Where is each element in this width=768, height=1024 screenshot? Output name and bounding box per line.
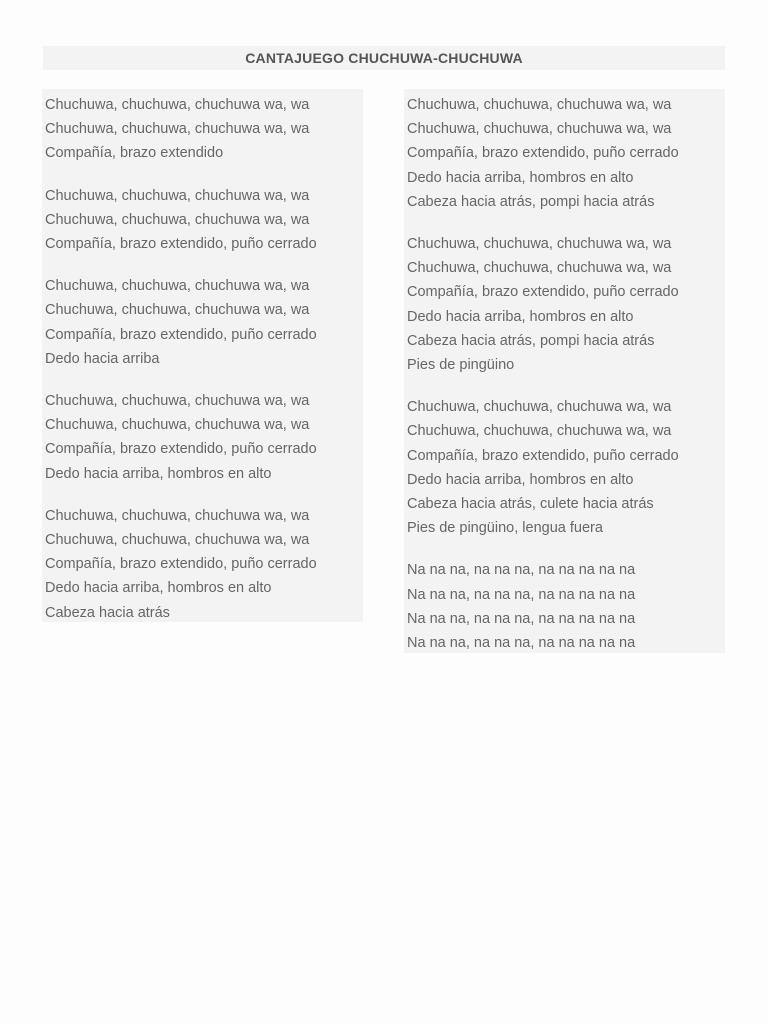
lyric-line: Chuchuwa, chuchuwa, chuchuwa wa, wa [45,302,310,319]
lyric-line: Compañía, brazo extendido, puño cerrado [407,284,679,301]
lyric-line: Chuchuwa, chuchuwa, chuchuwa wa, wa [407,121,672,138]
lyric-line: Chuchuwa, chuchuwa, chuchuwa wa, wa [45,211,310,228]
lyric-line: Chuchuwa, chuchuwa, chuchuwa wa, wa [407,236,672,253]
lyric-line: Cabeza hacia atrás [45,604,170,621]
title-bar [43,46,725,70]
stanza [45,93,363,166]
stanza [407,93,725,214]
stanza [407,558,725,655]
lyric-line: Na na na, na na na, na na na na na [407,610,636,627]
stanza [45,274,363,371]
document-title: CANTAJUEGO CHUCHUWA-CHUCHUWA [245,50,523,66]
lyric-line: Chuchuwa, chuchuwa, chuchuwa wa, wa [45,417,310,434]
lyric-line: Chuchuwa, chuchuwa, chuchuwa wa, wa [45,121,310,138]
lyric-line: Compañía, brazo extendido, puño cerrado [45,236,317,253]
lyric-line: Chuchuwa, chuchuwa, chuchuwa wa, wa [45,97,310,113]
lyric-line: Compañía, brazo extendido, puño cerrado [407,447,679,464]
stanza [45,184,363,257]
lyric-line: Chuchuwa, chuchuwa, chuchuwa wa, wa [45,532,310,549]
stanza [45,504,363,625]
lyric-line: Compañía, brazo extendido, puño cerrado [45,326,317,343]
lyric-line: Chuchuwa, chuchuwa, chuchuwa wa, wa [407,423,672,440]
lyric-line: Chuchuwa, chuchuwa, chuchuwa wa, wa [407,260,672,277]
lyric-line: Na na na, na na na, na na na na na [407,562,636,579]
lyric-line: Na na na, na na na, na na na na na [407,586,636,603]
lyric-line: Dedo hacia arriba, hombros en alto [407,471,634,488]
lyric-line: Chuchuwa, chuchuwa, chuchuwa wa, wa [45,393,310,410]
lyric-line: Compañía, brazo extendido [45,145,224,162]
lyric-line: Dedo hacia arriba [45,350,160,367]
lyric-line: Chuchuwa, chuchuwa, chuchuwa wa, wa [45,187,310,204]
stanza [407,395,725,540]
lyric-line: Na na na, na na na, na na na na na [407,635,636,652]
lyric-line: Compañía, brazo extendido, puño cerrado [407,145,679,162]
lyrics-column-right [404,89,725,653]
lyrics-column-left [42,89,363,622]
lyric-line: Chuchuwa, chuchuwa, chuchuwa wa, wa [407,399,672,416]
lyric-line: Pies de pingüino, lengua fuera [407,520,603,537]
lyric-line: Chuchuwa, chuchuwa, chuchuwa wa, wa [45,278,310,295]
lyric-line: Dedo hacia arriba, hombros en alto [45,465,272,482]
lyric-line: Compañía, brazo extendido, puño cerrado [45,441,317,458]
lyric-line: Dedo hacia arriba, hombros en alto [45,580,272,597]
lyric-line: Cabeza hacia atrás, culete hacia atrás [407,496,654,513]
lyric-line: Chuchuwa, chuchuwa, chuchuwa wa, wa [45,507,310,524]
lyric-line: Compañía, brazo extendido, puño cerrado [45,556,317,573]
stanza [407,232,725,377]
lyric-line: Chuchuwa, chuchuwa, chuchuwa wa, wa [407,97,672,113]
lyric-line: Pies de pingüino [407,357,515,374]
lyric-line: Cabeza hacia atrás, pompi hacia atrás [407,193,655,210]
lyric-line: Dedo hacia arriba, hombros en alto [407,308,634,325]
stanza [45,389,363,486]
lyric-line: Cabeza hacia atrás, pompi hacia atrás [407,332,655,349]
lyric-line: Dedo hacia arriba, hombros en alto [407,169,634,186]
